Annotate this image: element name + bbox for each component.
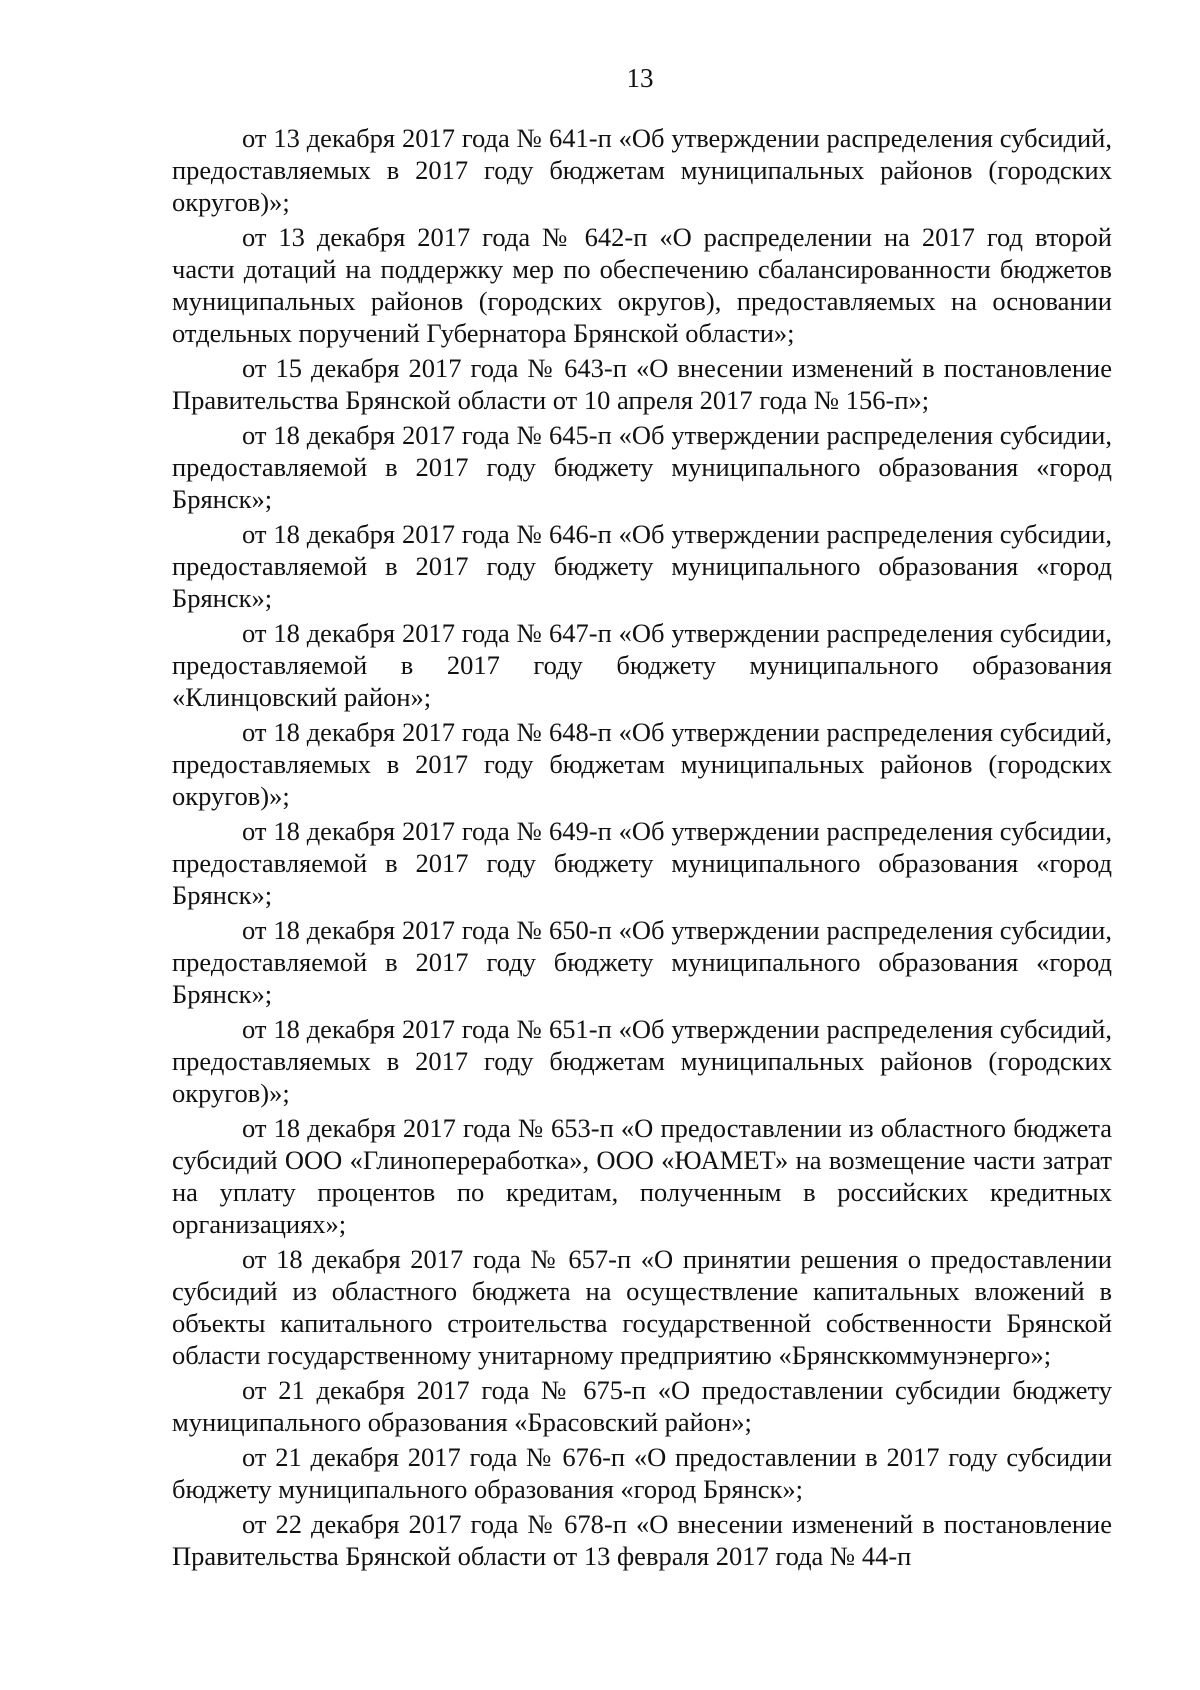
paragraph-resolution-676: от 21 декабря 2017 года № 676-п «О предоставлении в 2017 году субсидии бюджету муниципального образования «город Брянск»; <box>172 1442 1112 1504</box>
paragraph-resolution-648: от 18 декабря 2017 года № 648-п «Об утверждении распределения субсидий, предоставляемых в 2017 году бюджетам муниципальных районов (городских округов)»; <box>172 717 1112 811</box>
paragraph-resolution-642: от 13 декабря 2017 года № 642-п «О распределении на 2017 год второй части дотаций на поддержку мер по обеспечению сбалансированности бюджетов муниципальных районов (городских округов), предоставляемых на основании отдельных поручений Губернатора Брянской области»; <box>172 222 1112 348</box>
paragraph-resolution-645: от 18 декабря 2017 года № 645-п «Об утверждении распределения субсидии, предоставляемой в 2017 году бюджету муниципального образования «город Брянск»; <box>172 420 1112 514</box>
paragraph-resolution-678: от 22 декабря 2017 года № 678-п «О внесении изменений в постановление Правительства Брянской области от 13 февраля 2017 года № 44-п <box>172 1509 1112 1571</box>
paragraph-resolution-641: от 13 декабря 2017 года № 641-п «Об утверждении распределения субсидий, предоставляемых в 2017 году бюджетам муниципальных районов (городских округов)»; <box>172 123 1112 217</box>
paragraph-resolution-650: от 18 декабря 2017 года № 650-п «Об утверждении распределения субсидии, предоставляемой в 2017 году бюджету муниципального образования «город Брянск»; <box>172 915 1112 1009</box>
paragraph-resolution-657: от 18 декабря 2017 года № 657-п «О принятии решения о предоставлении субсидий из областного бюджета на осуществление капитальных вложений в объекты капитального строительства государственной собственности Брянской области государственному унитарному предприятию «Брянсккоммунэнерго»; <box>172 1244 1112 1370</box>
page-number: 13 <box>626 63 654 93</box>
paragraph-resolution-649: от 18 декабря 2017 года № 649-п «Об утверждении распределения субсидии, предоставляемой в 2017 году бюджету муниципального образования «город Брянск»; <box>172 816 1112 910</box>
paragraph-resolution-643: от 15 декабря 2017 года № 643-п «О внесении изменений в постановление Правительства Брянской области от 10 апреля 2017 года № 156-п»; <box>172 353 1112 415</box>
paragraph-resolution-647: от 18 декабря 2017 года № 647-п «Об утверждении распределения субсидии, предоставляемой в 2017 году бюджету муниципального образования «Клинцовский район»; <box>172 618 1112 712</box>
document-body <box>172 122 1112 1575</box>
paragraph-resolution-651: от 18 декабря 2017 года № 651-п «Об утверждении распределения субсидий, предоставляемых в 2017 году бюджетам муниципальных районов (городских округов)»; <box>172 1014 1112 1108</box>
paragraph-resolution-653: от 18 декабря 2017 года № 653-п «О предоставлении из областного бюджета субсидий ООО «Глинопереработка», ООО «ЮАМЕТ» на возмещение части затрат на уплату процентов по кредитам, полученным в российских кредитных организациях»; <box>172 1113 1112 1239</box>
paragraph-resolution-675: от 21 декабря 2017 года № 675-п «О предоставлении субсидии бюджету муниципального образования «Брасовский район»; <box>172 1375 1112 1437</box>
paragraph-resolution-646: от 18 декабря 2017 года № 646-п «Об утверждении распределения субсидии, предоставляемой в 2017 году бюджету муниципального образования «город Брянск»; <box>172 519 1112 613</box>
